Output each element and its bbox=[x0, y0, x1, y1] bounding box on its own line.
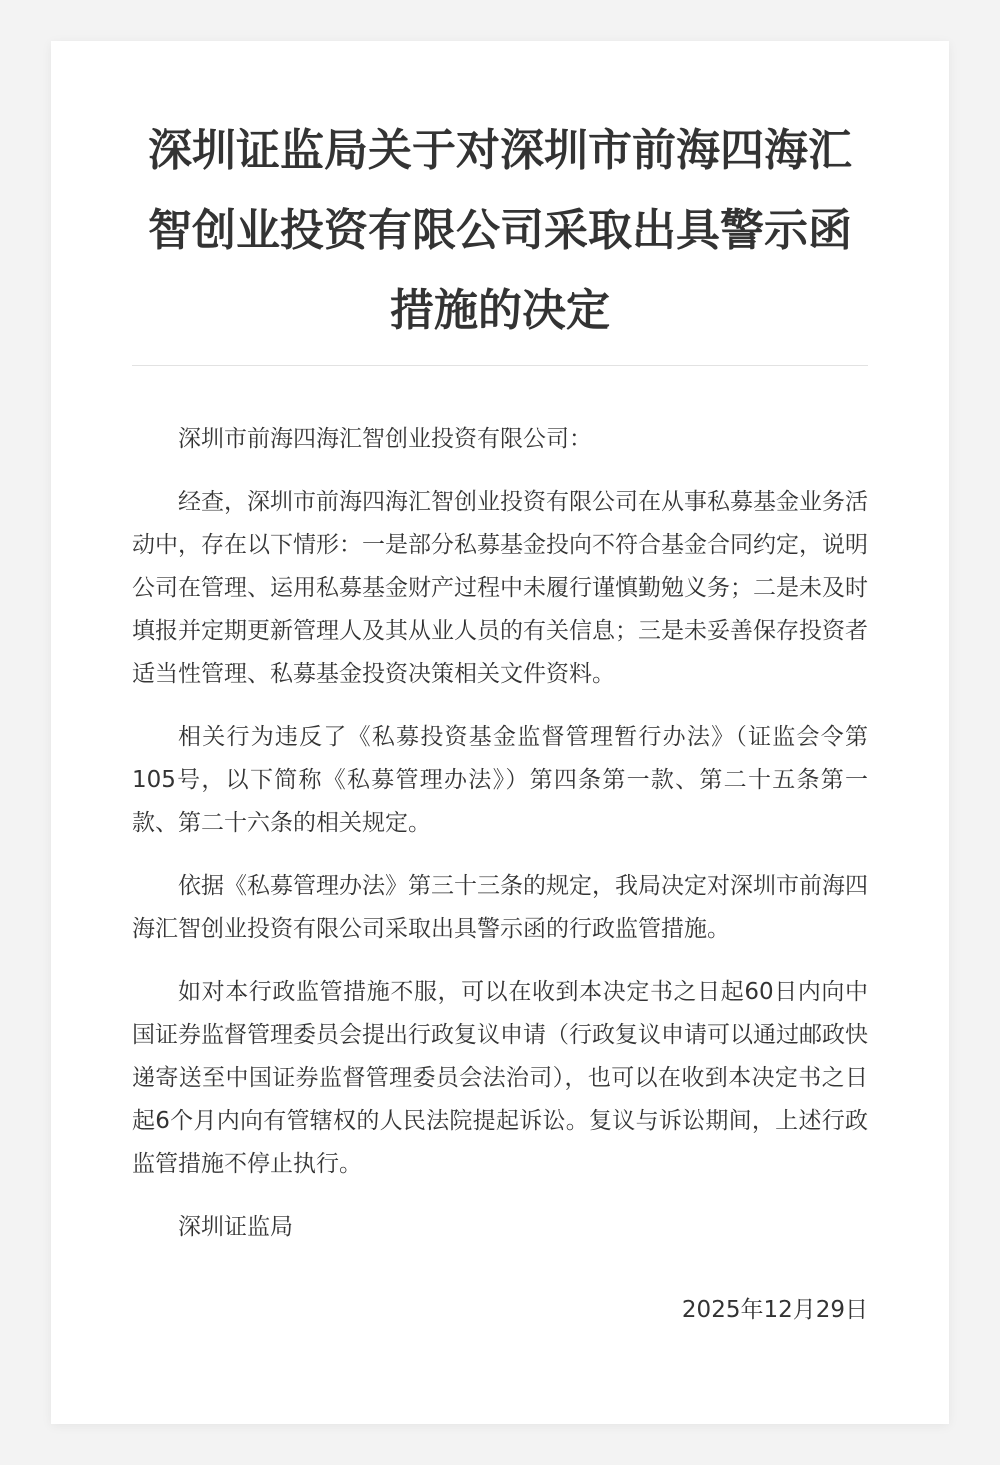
document-title: 深圳证监局关于对深圳市前海四海汇智创业投资有限公司采取出具警示函措施的决定 bbox=[132, 41, 868, 366]
document-card bbox=[51, 41, 949, 1424]
addressee: 深圳市前海四海汇智创业投资有限公司： bbox=[178, 426, 592, 452]
paragraph-findings: 经查，深圳市前海四海汇智创业投资有限公司在从事私募基金业务活动中，存在以下情形：一是部分私募基金投向不符合基金合同约定，说明公司在管理、运用私募基金财产过程中未履行谨慎勤勉义务；二是未及时填报并定期更新管理人及其从业人员的有关信息；三是未妥善保存投资者适当性管理、私募基金投资决策相关文件资料。 bbox=[132, 489, 868, 687]
paragraph-decision: 依据《私募管理办法》第三十三条的规定，我局决定对深圳市前海四海汇智创业投资有限公司采取出具警示函的行政监管措施。 bbox=[132, 873, 868, 942]
paragraph-appeal: 如对本行政监管措施不服，可以在收到本决定书之日起60日内向中国证券监督管理委员会提出行政复议申请（行政复议申请可以通过邮政快递寄送至中国证券监督管理委员会法治司），也可以在收到本决定书之日起6个月内向有管辖权的人民法院提起诉讼。复议与诉讼期间，上述行政监管措施不停止执行。 bbox=[132, 979, 868, 1177]
issue-date: 2025年12月29日 bbox=[681, 1297, 868, 1323]
paragraph-violation: 相关行为违反了《私募投资基金监督管理暂行办法》（证监会令第105号，以下简称《私募管理办法》）第四条第一款、第二十五条第一款、第二十六条的相关规定。 bbox=[132, 724, 868, 836]
issuer-signature: 深圳证监局 bbox=[178, 1214, 293, 1240]
document-body bbox=[132, 366, 868, 1332]
